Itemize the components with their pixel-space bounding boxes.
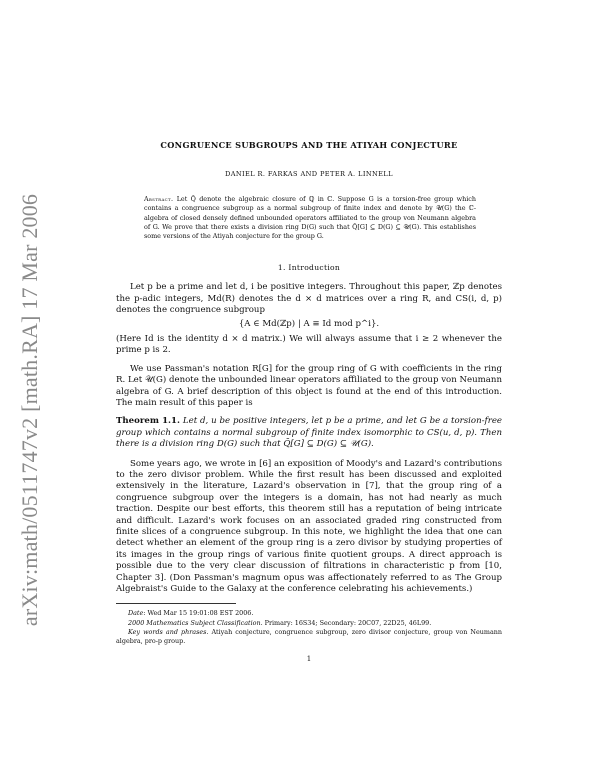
footnote-date: Date: Wed Mar 15 19:01:08 EST 2006. xyxy=(128,609,254,618)
theorem-statement: Let d, u be positive integers, let p be a prime, and let G be a torsion-free group which contains a normal subgroup of finite index isomorphic to CS(u, d, p). Then there is a division ring D(G) such that Q̄[G] ⊆ D(G) ⊆ 𝒰(G). xyxy=(116,416,502,450)
arxiv-identifier: arXiv:math/0511747v2 [math.RA] 17 Mar 2006 xyxy=(17,193,42,627)
intro-paragraph-1: Let p be a prime and let d, i be positive integers. Throughout this paper, ℤp denotes the p-adic integers, Md(R) denotes the d × d matrices over a ring R, and CS(i, d, p) denotes the congruence subgroup xyxy=(116,282,502,316)
intro-paragraph-2: (Here Id is the identity d × d matrix.) We will always assume that i ≥ 2 whenever the prime p is 2. xyxy=(116,333,502,356)
intro-paragraph-4: Some years ago, we wrote in [6] an exposition of Moody's and Lazard's contributions to the zero divisor problem. While the first result has been discussed and exploited extensively in the literature, Lazard's observation in [7], that the group ring of a congruence subgroup over the integers is a domain, has not had nearly as much traction. Despite our best efforts, this theorem still has a reputation of being intricate and difficult. Lazard's work focuses on an associated graded ring constructed from finite slices of a congruence subgroup. In this note, we highlight the idea that one can detect whether an element of the group ring is a zero divisor by studying properties of its images in the group rings of various finite quotient groups. A direct approach is possible due to the very clear discussion of filtrations in characteristic p from [10, Chapter 3]. (Don Passman's magnum opus was affectionately referred to as The Group Algebraist's Guide to the Galaxy at the conference celebrating his achievements.) xyxy=(116,458,502,594)
paper-authors: DANIEL R. FARKAS AND PETER A. LINNELL xyxy=(225,170,393,179)
abstract-text: Let Q̄ denote the algebraic closure of ℚ in ℂ. Suppose G is a torsion-free group which contains a congruence subgroup as a normal subgroup of finite index and denote by 𝒰(G) the ℂ-algebra of closed densely defined unbounded operators affiliated to the group von Neumann algebra of G. We prove that there exists a division ring D(G) such that Q̄[G] ⊆ D(G) ⊆ 𝒰(G). This establishes some versions of the Atiyah conjecture for the group G. xyxy=(144,194,476,241)
footnote-keywords: Key words and phrases. Atiyah conjecture, congruence subgroup, zero divisor conjecture, group von Neumann algebra, pro-p group. xyxy=(116,627,502,646)
footnotes xyxy=(116,609,502,646)
intro-paragraph-3: We use Passman's notation R[G] for the group ring of G with coefficients in the ring R. Let 𝒰(G) denote the unbounded linear operators affiliated to the group von Neumann algebra of G. A brief description of this object is found at the end of this introduction. The main result of this paper is xyxy=(116,363,502,408)
display-equation: {A ∈ Md(ℤp) | A ≡ Id mod p^i}. xyxy=(238,319,380,330)
section-heading: 1. Introduction xyxy=(277,262,341,272)
arxiv-stamp xyxy=(10,140,50,680)
theorem-1-1 xyxy=(116,416,502,450)
paper-title: CONGRUENCE SUBGROUPS AND THE ATIYAH CONJECTURE xyxy=(160,140,458,150)
abstract-label: Abstract. xyxy=(144,194,174,203)
page-number: 1 xyxy=(306,655,312,664)
footnote-msc: 2000 Mathematics Subject Classification. Primary: 16S34; Secondary: 20C07, 22D25, 46L99. xyxy=(128,618,432,627)
paper-page xyxy=(116,140,502,666)
theorem-heading: Theorem 1.1. xyxy=(116,416,181,427)
abstract xyxy=(144,195,476,242)
